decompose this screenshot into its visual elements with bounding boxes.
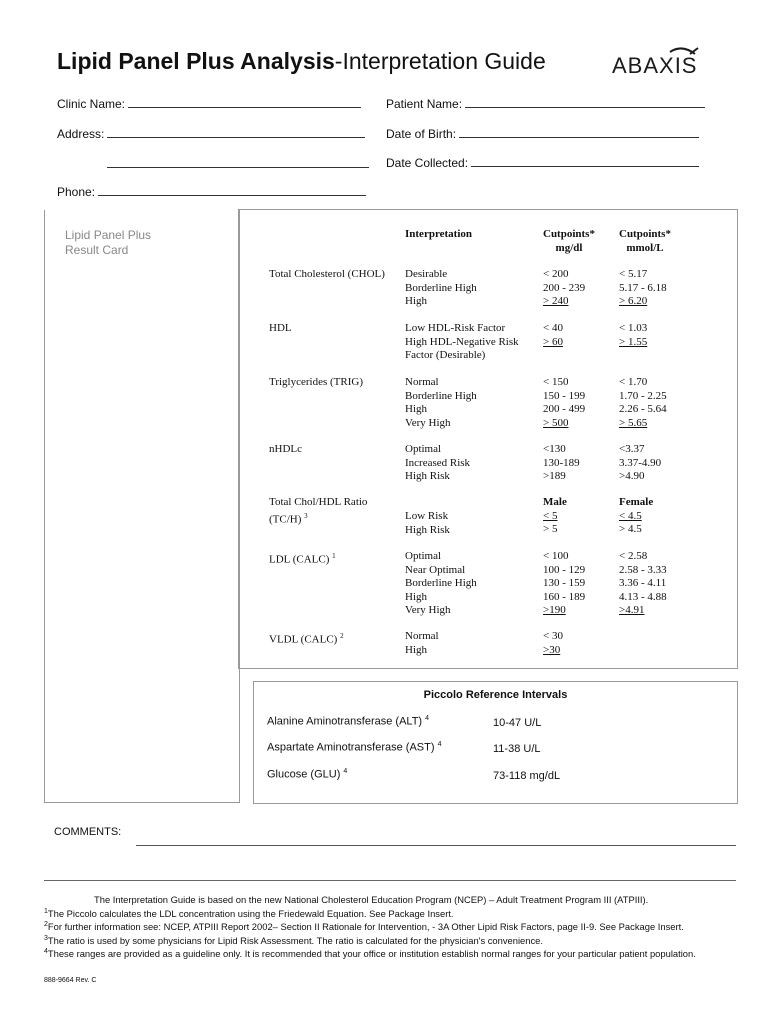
reference-alt-value: 10-47 U/L (493, 717, 542, 729)
footnote-4: $^4$These ranges are provided as a guideline only. It is recommended that your office or institution establish normal ranges for your particular patient population. (44, 948, 696, 960)
reference-title: Piccolo Reference Intervals (423, 689, 568, 701)
footnote-intro: The Interpretation Guide is based on the new National Cholesterol Education Program (NCEP) – Adult Treatment Program III (ATPIII). (94, 894, 649, 905)
clinic-name-field[interactable]: Clinic Name: (57, 96, 361, 111)
title-rest: -Interpretation Guide (334, 48, 546, 74)
header-mgdl: Cutpoints* mg/dl (543, 228, 595, 254)
footnotes (44, 894, 744, 960)
header-interpretation: Interpretation (405, 228, 473, 240)
header-mmol: Cutpoints* mmol/L (619, 228, 671, 254)
svg-text:ABAXIS: ABAXIS (612, 53, 698, 78)
abaxis-logo (610, 46, 720, 86)
result-card-area (44, 210, 240, 803)
address-line-2[interactable] (107, 167, 369, 168)
date-of-birth-field[interactable]: Date of Birth: (386, 126, 699, 141)
comments-line[interactable] (136, 845, 736, 846)
footnote-divider (44, 880, 736, 881)
lipid-interpretation-table: Interpretation Cutpoints* mg/dl Cutpoints* mmol/L Total Cholesterol (CHOL) Desirable Borderline High High < 200 200 - 239 > 240 < 5.17 5.17 - 6.18 > 6.20 HDL Low HDL-Risk Factor High HDL-Negative Risk Factor (Desirable) < 40 > 60 < 1.03 > 1.55 Triglycerides (TRIG) Normal Borderline High High Very High < 150 150 - 199 200 - 499 > 500 < 1.70 1.70 - 2.25 2.26 - 5.64 > 5.65 nHDLc Optimal Increased Risk High Risk <130 130-189 >189 <3.37 3.37-4.90 >4.90 Total Chol/HDL Ratio (TC/H) $^3$ Low Risk High Risk Male < 5 > 5 Female < 4.5 > 4.5 LDL (CALC) $^1$ Optimal Near Optimal Borderline High High Very High < 100 100 - 129 130 - 159 160 - 189 >190 < 2.58 2.58 - 3.33 3.36 - 4.11 4.13 - 4.88 >4.91 VLDL (CALC) $^2$ Normal High < 30 >30 (238, 209, 738, 669)
date-collected-field[interactable]: Date Collected: (386, 155, 699, 170)
footnote-1: $^1$The Piccolo calculates the LDL concentration using the Friedewald Equation. See Package Insert. (44, 907, 454, 919)
phone-field[interactable]: Phone: (57, 184, 366, 199)
footnote-3: $^3$The ratio is used by some physicians for Lipid Risk Assessment. The ratio is calculated for the physician's convenience. (44, 934, 543, 946)
reference-ast-value: 11-38 U/L (493, 743, 541, 755)
page-title (57, 48, 546, 75)
patient-name-field[interactable]: Patient Name: (386, 96, 705, 111)
result-card-label: Lipid Panel Plus Result Card (65, 228, 152, 257)
reference-alt-label: Alanine Aminotransferase (ALT) $^4$ (267, 715, 430, 728)
title-bold: Lipid Panel Plus Analysis (57, 48, 335, 74)
footnote-2: $^2$For further information see: NCEP, ATPIII Report 2002– Section II Rationale for Intervention, - 3A Other Lipid Risk Factors, page II-9. See Package Insert. (44, 921, 684, 933)
comments-label: COMMENTS: (54, 826, 122, 838)
reference-intervals-box (253, 681, 738, 804)
reference-glu-value: 73-118 mg/dL (493, 770, 561, 782)
reference-ast-label: Aspartate Aminotransferase (AST) $^4$ (267, 741, 442, 754)
document-number: 888-9664 Rev. C (44, 977, 97, 984)
address-field[interactable]: Address: (57, 126, 365, 141)
reference-glu-label: Glucose (GLU) $^4$ (267, 768, 348, 781)
